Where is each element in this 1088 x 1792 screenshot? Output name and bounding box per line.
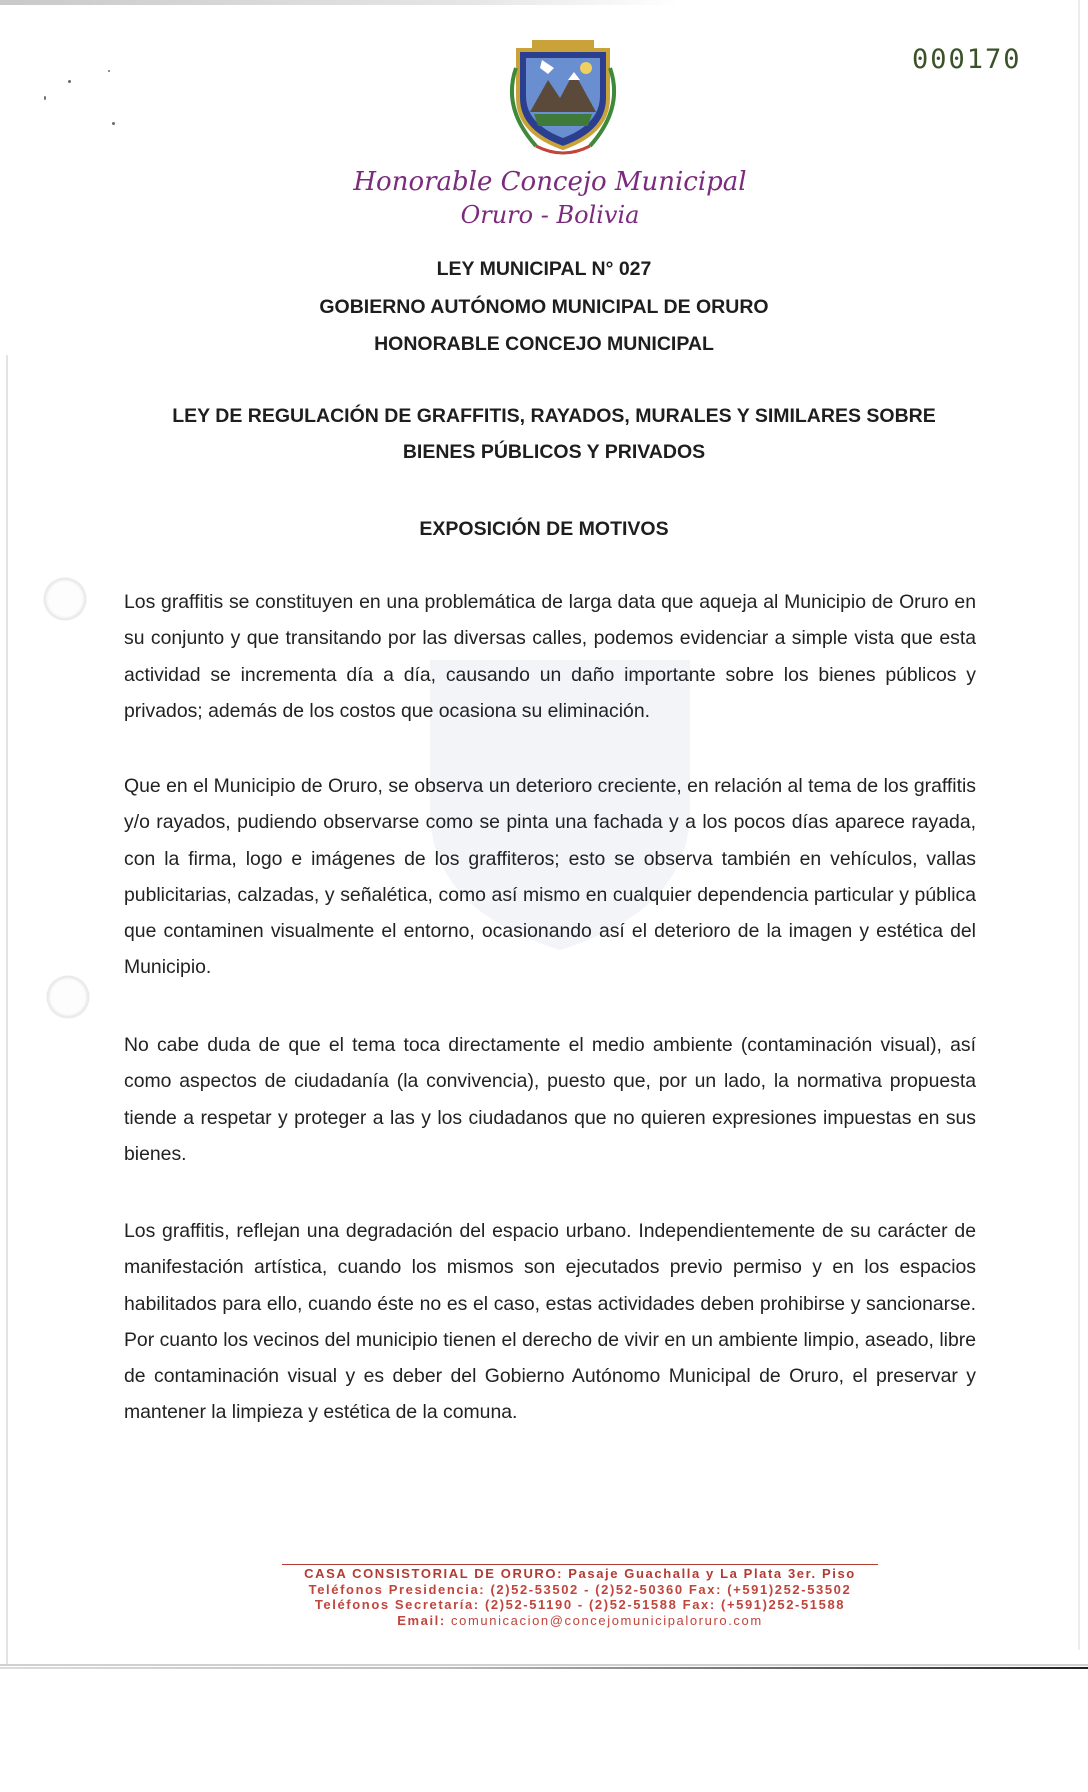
footer-presidency-fax: (+591)252-53502 xyxy=(727,1581,852,1597)
folio-number: 000170 xyxy=(912,44,1022,75)
law-title-line: BIENES PÚBLICOS Y PRIVADOS xyxy=(402,441,706,463)
law-title-line: LEY DE REGULACIÓN DE GRAFFITIS, RAYADOS, MURALES Y SIMILARES SOBRE xyxy=(172,405,936,427)
scan-speck xyxy=(44,96,46,100)
council-location: Oruro - Bolivia xyxy=(460,201,640,229)
footer-address-line xyxy=(280,1566,880,1582)
scan-speck xyxy=(108,70,110,72)
footer-email-label: Email: xyxy=(397,1612,446,1628)
punch-hole xyxy=(47,976,89,1018)
body-paragraph: No cabe duda de que el tema toca directamente el medio ambiente (contaminación visual), así como aspectos de ciudadanía (la convivencia), puesto que, por un lado, la normativa propuesta tiende a respetar y proteger a las y los ciudadanos que no quieren expresiones impuestas en sus bienes. xyxy=(124,1034,976,1165)
scan-speck xyxy=(112,122,115,125)
body-paragraph: Los graffitis se constituyen en una problemática de larga data que aqueja al Municipio de Oruro en su conjunto y que transitando por las diversas calles, podemos evidenciar a simple vista que esta actividad se incrementa día a día, causando un daño importante sobre los bienes públicos y privados; además de los costos que ocasiona su eliminación. xyxy=(124,591,976,722)
scan-edge-top xyxy=(0,0,680,5)
footer-fax-label: Fax: xyxy=(682,1597,716,1612)
footer-secretary-phones: (2)52-51190 - (2)52-51588 xyxy=(484,1597,678,1612)
page-bottom-edge xyxy=(0,1664,1088,1666)
footer-address: Pasaje Guachalla y La Plata 3er. Piso xyxy=(568,1566,856,1581)
footer-secretary-label: Teléfonos Secretaría: xyxy=(314,1597,480,1612)
letterhead-footer xyxy=(280,1566,880,1628)
footer-secretary-fax: (+591)252-51588 xyxy=(721,1597,846,1612)
council-heading: HONORABLE CONCEJO MUNICIPAL xyxy=(374,333,714,355)
footer-email-link[interactable]: comunicacion@concejomunicipaloruro.com xyxy=(451,1612,763,1628)
footer-rule xyxy=(282,1564,878,1565)
footer-presidency-line xyxy=(280,1582,880,1598)
scan-shadow-line xyxy=(0,1667,1088,1669)
council-letterhead xyxy=(300,165,800,231)
law-title xyxy=(124,398,984,470)
law-number-heading: LEY MUNICIPAL N° 027 xyxy=(436,258,652,280)
body-paragraph: Que en el Municipio de Oruro, se observa un deterioro creciente, en relación al tema de los graffitis y/o rayados, pudiendo observarse como se pinta una fachada y a los pocos días aparece rayada, con la firma, logo e imágenes de los graffiteros; esto se observa también en vehículos, vallas publicitarias, calzadas, y señalética, como así mismo en cualquier dependencia particular y pública que contaminen visualmente el entorno, ocasionando así el deterioro de la imagen y estética del Municipio. xyxy=(124,775,976,979)
council-name: Honorable Concejo Municipal xyxy=(353,167,747,197)
section-heading: EXPOSICIÓN DE MOTIVOS xyxy=(419,518,669,540)
footer-address-label: CASA CONSISTORIAL DE ORURO: xyxy=(304,1566,564,1581)
footer-secretary-line xyxy=(280,1597,880,1613)
scan-speck xyxy=(68,80,71,83)
scan-edge-left xyxy=(6,355,8,1665)
punch-hole xyxy=(44,578,86,620)
government-heading: GOBIERNO AUTÓNOMO MUNICIPAL DE ORURO xyxy=(319,296,769,318)
coat-of-arms-icon xyxy=(496,28,630,162)
footer-presidency-label: Teléfonos Presidencia: xyxy=(308,1581,486,1597)
body-paragraph: Los graffitis, reflejan una degradación del espacio urbano. Independientemente de su carácter de manifestación artística, cuando los mismos son ejecutados previo permiso y en los espacios habilitados para ello, cuando éste no es el caso, estas actividades deben prohibirse y sancionarse. Por cuanto los vecinos del municipio tienen el derecho de vivir en un ambiente limpio, aseado, libre de contaminación visual y es deber del Gobierno Autónomo Municipal de Oruro, el preservar y mantener la limpieza y estética de la comuna. xyxy=(124,1220,976,1424)
footer-presidency-phones: (2)52-53502 - (2)52-50360 xyxy=(490,1581,684,1597)
footer-email-line xyxy=(280,1613,880,1629)
footer-fax-label: Fax: xyxy=(688,1581,723,1597)
scan-edge-right xyxy=(1078,0,1080,1650)
